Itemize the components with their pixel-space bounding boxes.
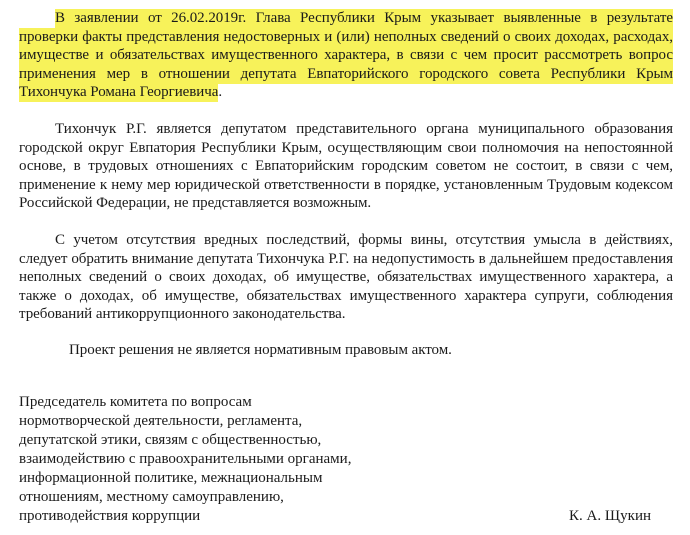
signature-block <box>19 393 673 523</box>
paragraph-end: . <box>218 84 223 101</box>
signatory-title-line: нормотворческой деятельности, регламента, <box>19 413 303 429</box>
document-page <box>19 0 673 535</box>
signatory-title-line: взаимодействию с правоохранительными органами, <box>19 451 352 467</box>
paragraph-statement <box>19 9 673 102</box>
signatory-title-line: отношениям, местному самоуправлению, <box>19 489 284 505</box>
signatory-name: К. А. Щукин <box>569 508 651 524</box>
paragraph-recommendation: С учетом отсутствия вредных последствий, формы вины, отсутствия умысла в действиях, следует обратить внимание депутата Тихончука Р.Г. на недопустимость в дальнейшем предоставления неполных сведений о своих доходах, об имуществе, обязательствах имущественного характера, а также о доходах, об имуществе, обязательствах имущественного характера супруги, соблюдения требований антикоррупционного законодательства. <box>19 232 673 323</box>
highlighted-text: В заявлении от 26.02.2019г. Глава Республики Крым указывает выявленные в результате проверки факты представления недостоверных и (или) неполных сведений о своих доходах, расходах, имуществе и обязательствах имущественного характера, в связи с чем просит рассмотреть вопрос применения мер в отношении депутата Евпаторийского городского совета Республики Крым Тихончука Романа Георгиевича <box>19 10 673 101</box>
paragraph-note: Проект решения не является нормативным правовым актом. <box>69 342 452 358</box>
signatory-title-line: противодействия коррупции <box>19 508 201 524</box>
signatory-title <box>19 393 351 526</box>
paragraph-deputy-status: Тихончук Р.Г. является депутатом представительного органа муниципального образования городской округ Евпатория Республики Крым, осуществляющим свои полномочия на непостоянной основе, в трудовых отношениях с Евпаторийским городским советом не состоит, в связи с чем, применение к нему мер юридической ответственности в порядке, установленным Трудовым кодексом Российской Федерации, не представляется возможным. <box>19 121 673 212</box>
signatory-title-line: депутатской этики, связям с общественностью, <box>19 432 322 448</box>
signatory-title-line: Председатель комитета по вопросам <box>19 394 252 410</box>
signatory-title-line: информационной политике, межнациональным <box>19 470 323 486</box>
